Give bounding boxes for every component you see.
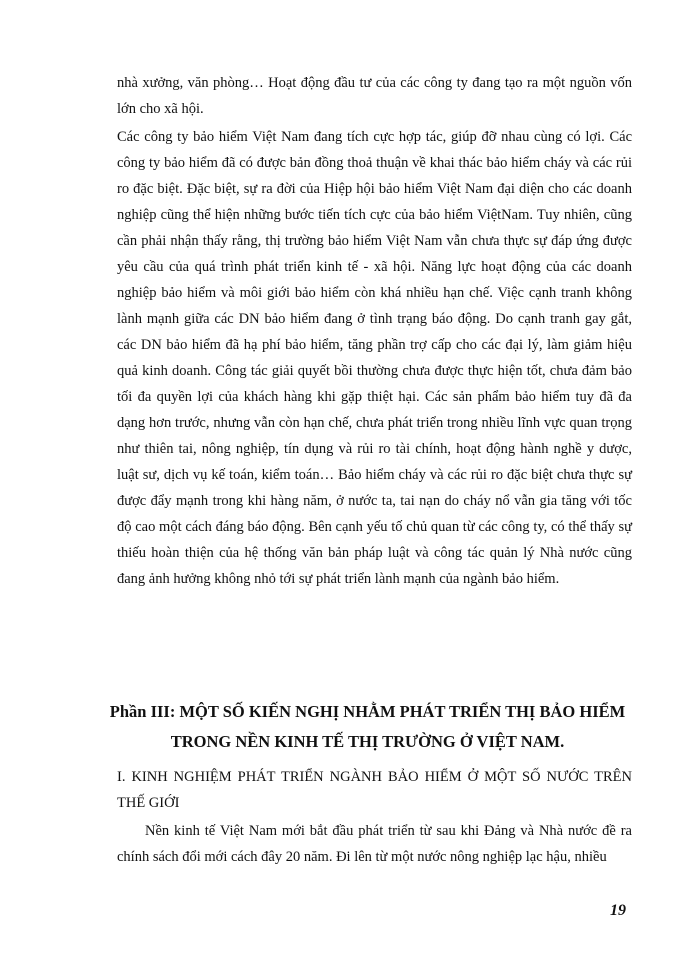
part-heading: Phần III: MỘT SỐ KIẾN NGHỊ NHẰM PHÁT TRIỂN THỊ BẢO HIỂM TRONG NỀN KINH TẾ THỊ TRƯỜNG Ở VIỆT NAM.: [109, 702, 626, 751]
section-heading: I. KINH NGHIỆM PHÁT TRIỂN NGÀNH BẢO HIỂM Ở MỘT SỐ NƯỚC TRÊN THẾ GIỚI: [117, 769, 632, 811]
page-number: 19: [610, 902, 626, 919]
paragraph-continuation: nhà xưởng, văn phòng… Hoạt động đầu tư của các công ty đang tạo ra một nguồn vốn lớn cho xã hội.: [117, 75, 632, 117]
paragraph-insurance-cooperation: Các công ty bảo hiểm Việt Nam đang tích cực hợp tác, giúp đỡ nhau cùng có lợi. Các công ty bảo hiểm đã có được bản đồng thoả thuận về khai thác bảo hiểm cháy và các rủi ro đặc biệt. Đặc biệt, sự ra đời của Hiệp hội bảo hiểm Việt Nam đại diện cho các doanh nghiệp cũng thể hiện những bước tiến tích cực của bảo hiểm ViệtNam. Tuy nhiên, cũng cần phải nhận thấy rằng, thị trường bảo hiểm Việt Nam vẫn chưa thực sự đáp ứng được yêu cầu của quá trình phát triển kinh tế - xã hội. Năng lực hoạt động của các doanh nghiệp bảo hiểm và môi giới bảo hiểm còn khá nhiều hạn chế. Việc cạnh tranh không lành mạnh giữa các DN bảo hiểm đang ở tình trạng báo động. Do cạnh tranh gay gắt, các DN bảo hiểm đã hạ phí bảo hiểm, tăng phần trợ cấp cho các đại lý, làm giảm hiệu quả kinh doanh. Công tác giải quyết bồi thường chưa được thực hiện tốt, chưa đảm bảo tối đa quyền lợi của khách hàng khi gặp thiệt hại. Các sản phẩm bảo hiểm tuy đã đa dạng hơn trước, nhưng vẫn còn hạn chế, chưa phát triển trong nhiều lĩnh vực quan trọng như thiên tai, nông nghiệp, tín dụng và rủi ro tài chính, hoạt động hành nghề y dược, luật sư, dịch vụ kế toán, kiểm toán… Bảo hiểm cháy và các rủi ro đặc biệt chưa thực sự được đẩy mạnh trong khi hàng năm, ở nước ta, tai nạn do cháy nổ vẫn gia tăng với tốc độ cao một cách đáng báo động. Bên cạnh yếu tố chủ quan từ các công ty, có thể thấy sự thiếu hoàn thiện của hệ thống văn bản pháp luật và công tác quản lý Nhà nước cũng đang ảnh hưởng không nhỏ tới sự phát triển lành mạnh của ngành bảo hiểm.: [117, 129, 632, 587]
intro-paragraph: Nền kinh tế Việt Nam mới bắt đầu phát triển từ sau khi Đảng và Nhà nước đề ra chính sách đổi mới cách đây 20 năm. Đi lên từ một nước nông nghiệp lạc hậu, nhiều: [117, 823, 632, 865]
